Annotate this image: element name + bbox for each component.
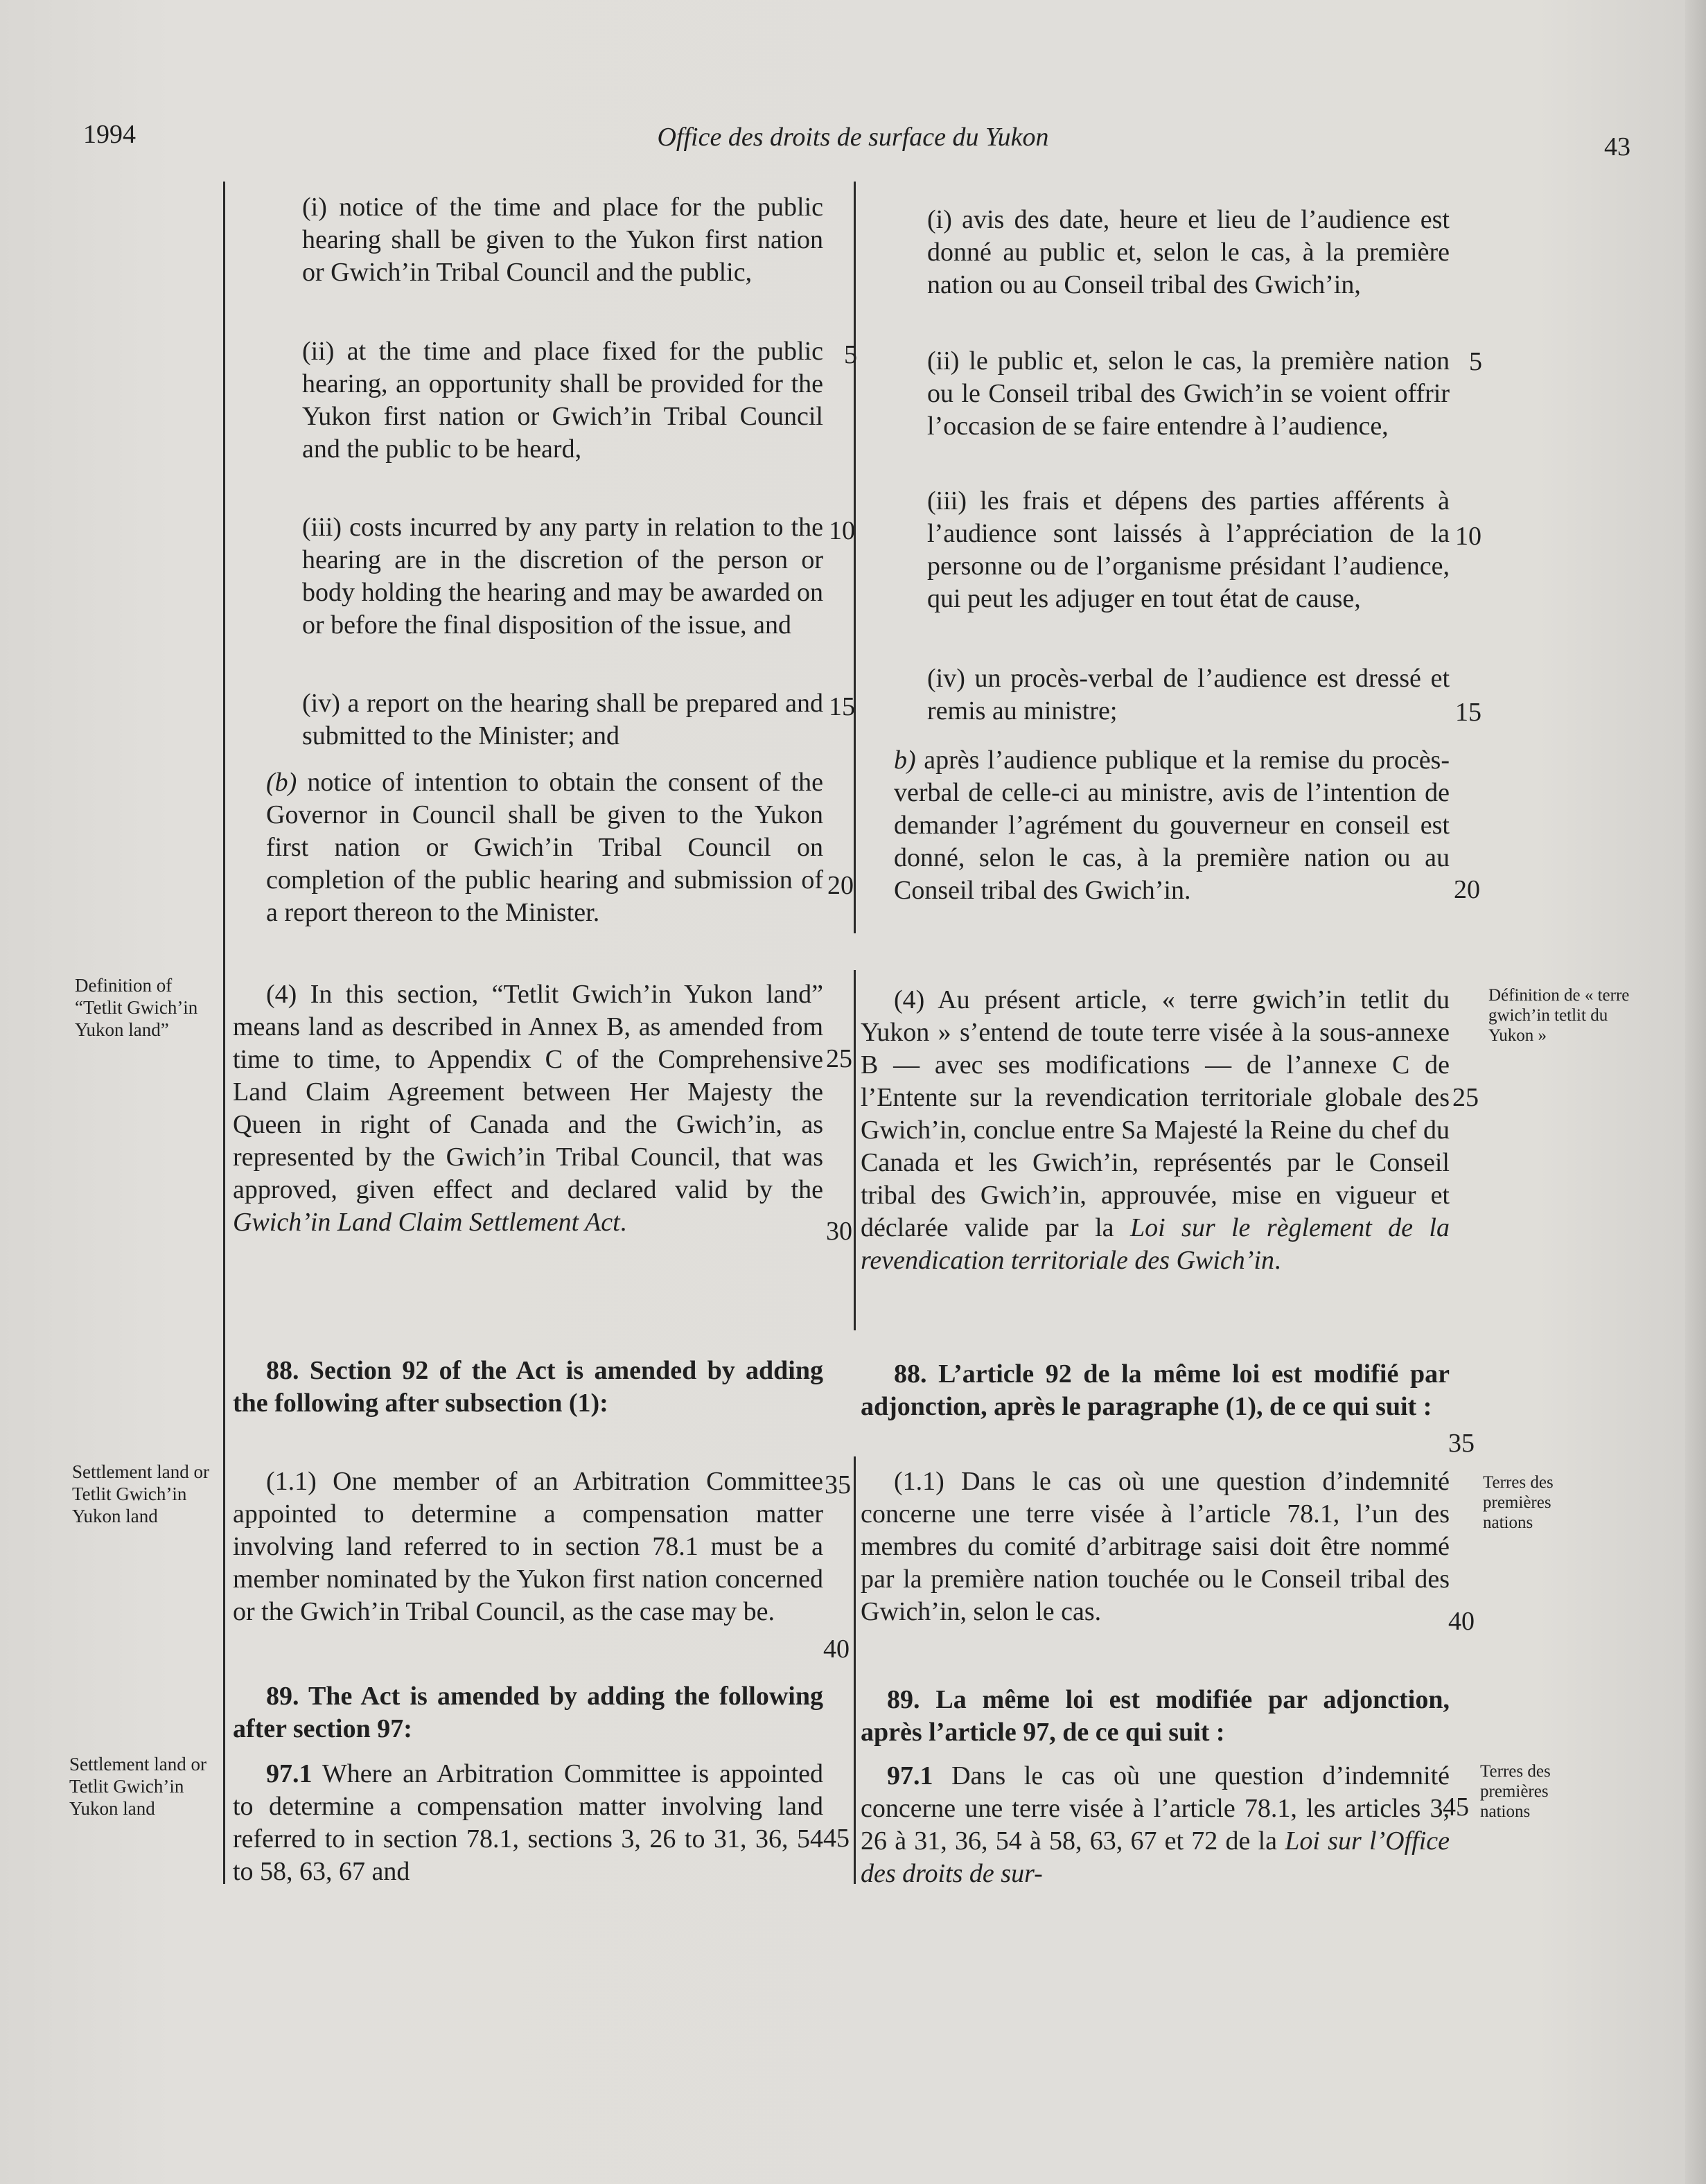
fr-para-b-label: b) — [894, 746, 916, 775]
fr-subsection-1-1: (1.1) Dans le cas où une question d’indemnité concerne une terre visée à l’article 78.1, l’un des membres du comité d’arbitrage saisi doit être nommé par la première nation touchée ou le Conseil tribal des Gwich’in, selon le cas. — [861, 1467, 1450, 1626]
fr-subsection-4-text: (4) Au présent article, « terre gwich’in tetlit du Yukon » s’entend de toute terre visée à la sous-annexe B — avec ses modifications — de l’annexe C de l’Entente sur la revendication territoriale globale des Gwich’in, conclue entre Sa Majesté la Reine du chef du Canada et les Gwich’in, représentés par le Conseil tribal des Gwich’in, approuvée, mise en vigueur et déclarée valide par la — [861, 985, 1450, 1242]
en-line-number: 5 — [844, 340, 857, 369]
en-para-i: (i) notice of the time and place for the public hearing shall be given to the Yukon first nation or Gwich’in Tribal Council and the public, — [302, 193, 823, 287]
en-section-88-heading: 88. Section 92 of the Act is amended by adding the following after subsection (1): — [233, 1356, 823, 1418]
fr-line-number: 20 — [1454, 875, 1480, 904]
en-line-number: 30 — [826, 1217, 852, 1246]
en-act-title: Gwich’in Land Claim Settlement Act — [233, 1208, 620, 1237]
fr-line-number: 35 — [1448, 1429, 1475, 1458]
en-section-89-heading: 89. The Act is amended by adding the following after section 97: — [233, 1682, 823, 1743]
fr-section-88-heading: 88. L’article 92 de la même loi est modifié par adjonction, après le paragraphe (1), de ce qui suit : — [861, 1359, 1450, 1421]
header-year: 1994 — [83, 120, 136, 149]
fr-section-97-1 — [861, 1760, 1450, 1890]
fr-subsection-4 — [861, 984, 1450, 1277]
en-section-97-1-text: Where an Arbitration Committee is appointed to determine a compensation matter involving land referred to in section 78.1, sections 3, 26 to 31, 36, 54 to 58, 63, 67 and — [233, 1759, 823, 1886]
english-column-rule-lower — [223, 1456, 225, 1884]
english-column-rule — [223, 182, 225, 1470]
en-para-iv: (iv) a report on the hearing shall be prepared and submitted to the Minister; and — [302, 689, 823, 750]
en-line-number: 35 — [825, 1470, 851, 1499]
en-line-number: 20 — [827, 871, 854, 900]
fr-section-97-1-number: 97.1 — [887, 1761, 933, 1790]
en-section-97-1 — [233, 1758, 823, 1888]
fr-margin-note-definition: Définition de « terre gwich’in tetlit du Yukon » — [1488, 986, 1630, 1045]
en-line-number: 40 — [823, 1635, 850, 1664]
fr-line-number: 45 — [1443, 1793, 1469, 1822]
fr-para-i: (i) avis des date, heure et lieu de l’audience est donné au public et, selon le cas, à la première nation ou au Conseil tribal des Gwich’in, — [927, 205, 1450, 299]
en-line-number: 10 — [829, 516, 855, 545]
en-line-number: 25 — [826, 1044, 852, 1073]
fr-margin-note-terres: Terres des premières nations — [1483, 1473, 1554, 1532]
header-title: Office des droits de surface du Yukon — [657, 123, 1049, 152]
en-section-97-1-number: 97.1 — [266, 1759, 313, 1788]
fr-para-iii: (iii) les frais et dépens des parties afférents à l’audience sont laissés à l’appréciation de la personne ou de l’organisme présidant l’audience, qui peut les adjuger en tout état de cause, — [927, 486, 1450, 613]
en-para-b-label: (b) — [266, 768, 297, 797]
fr-para-iv: (iv) un procès-verbal de l’audience est dressé et remis au ministre; — [927, 664, 1450, 725]
en-margin-note-definition: Definition of “Tetlit Gwich’in Yukon land” — [75, 975, 198, 1040]
fr-section-97-1-act: Loi sur l’Office des droits de sur- — [861, 1826, 1450, 1888]
fr-line-number: 5 — [1469, 347, 1482, 376]
fr-para-b-text: après l’audience publique et la remise du procès-verbal de celle-ci au ministre, avis de l’intention de demander l’agrément du gouverneur en conseil est donné, selon le cas, à la première nation ou au Conseil tribal des Gwich’in. — [894, 746, 1450, 905]
fr-section-97-1-text: Dans le cas où une question d’indemnité concerne une terre visée à l’article 78.1, les articles 3, 26 à 31, 36, 54 à 58, 63, 67 et 72 de la — [861, 1761, 1450, 1856]
page-number: 43 — [1604, 132, 1630, 161]
en-line-number: 15 — [829, 692, 855, 721]
fr-para-b — [894, 744, 1450, 907]
en-subsection-1-1: (1.1) One member of an Arbitration Committee appointed to determine a compensation matter involving land referred to in section 78.1 must be a member nominated by the Yukon first nation concerned or the Gwich’in Tribal Council, as the case may be. — [233, 1467, 823, 1626]
fr-line-number: 15 — [1455, 698, 1481, 727]
en-para-ii: (ii) at the time and place fixed for the public hearing, an opportunity shall be provided for the Yukon first nation or Gwich’in Tribal Council and the public to be heard, — [302, 337, 823, 464]
fr-line-number: 40 — [1448, 1607, 1475, 1636]
en-para-b-text: notice of intention to obtain the consent of the Governor in Council shall be given to the Yukon first nation or Gwich’in Tribal Council on completion of the public hearing and submission of a report thereon to the Minister. — [266, 768, 824, 927]
french-column-rule-lower — [854, 970, 856, 1330]
fr-section-89-heading: 89. La même loi est modifiée par adjonction, après l’article 97, de ce qui suit : — [861, 1685, 1450, 1747]
en-para-iii: (iii) costs incurred by any party in relation to the hearing are in the discretion of the person or body holding the hearing and may be awarded on or before the final disposition of the issue, and — [302, 513, 823, 640]
fr-line-number: 10 — [1455, 522, 1481, 551]
en-subsection-4-end: . — [619, 1208, 627, 1237]
en-margin-note-settlement-land-2: Settlement land or Tetlit Gwich’in Yukon land — [69, 1754, 206, 1819]
fr-line-number: 25 — [1452, 1083, 1479, 1112]
en-subsection-4-text: (4) In this section, “Tetlit Gwich’in Yukon land” means land as described in Annex B, as amended from time to time, to Appendix C of the Comprehensive Land Claim Agreement between Her Majesty the Queen in right of Canada and the Gwich’in, as represented by the Gwich’in Tribal Council, that was approved, given effect and declared valid by the — [233, 980, 823, 1204]
page-edge-shadow — [1685, 0, 1706, 2184]
french-column-rule — [854, 182, 856, 933]
fr-subsection-4-end: . — [1274, 1246, 1281, 1275]
fr-margin-note-terres-2: Terres des premières nations — [1480, 1762, 1551, 1821]
en-margin-note-settlement-land: Settlement land or Tetlit Gwich’in Yukon land — [72, 1461, 209, 1526]
fr-act-title: Loi sur le règlement de la revendication territoriale des Gwich’in — [861, 1213, 1450, 1275]
en-para-b — [266, 766, 823, 929]
en-line-number: 45 — [823, 1824, 850, 1853]
en-subsection-4 — [233, 978, 823, 1239]
french-column-rule-bottom — [854, 1456, 856, 1884]
fr-para-ii: (ii) le public et, selon le cas, la première nation ou le Conseil tribal des Gwich’in se voient offrir l’occasion de se faire entendre à l’audience, — [927, 346, 1450, 441]
